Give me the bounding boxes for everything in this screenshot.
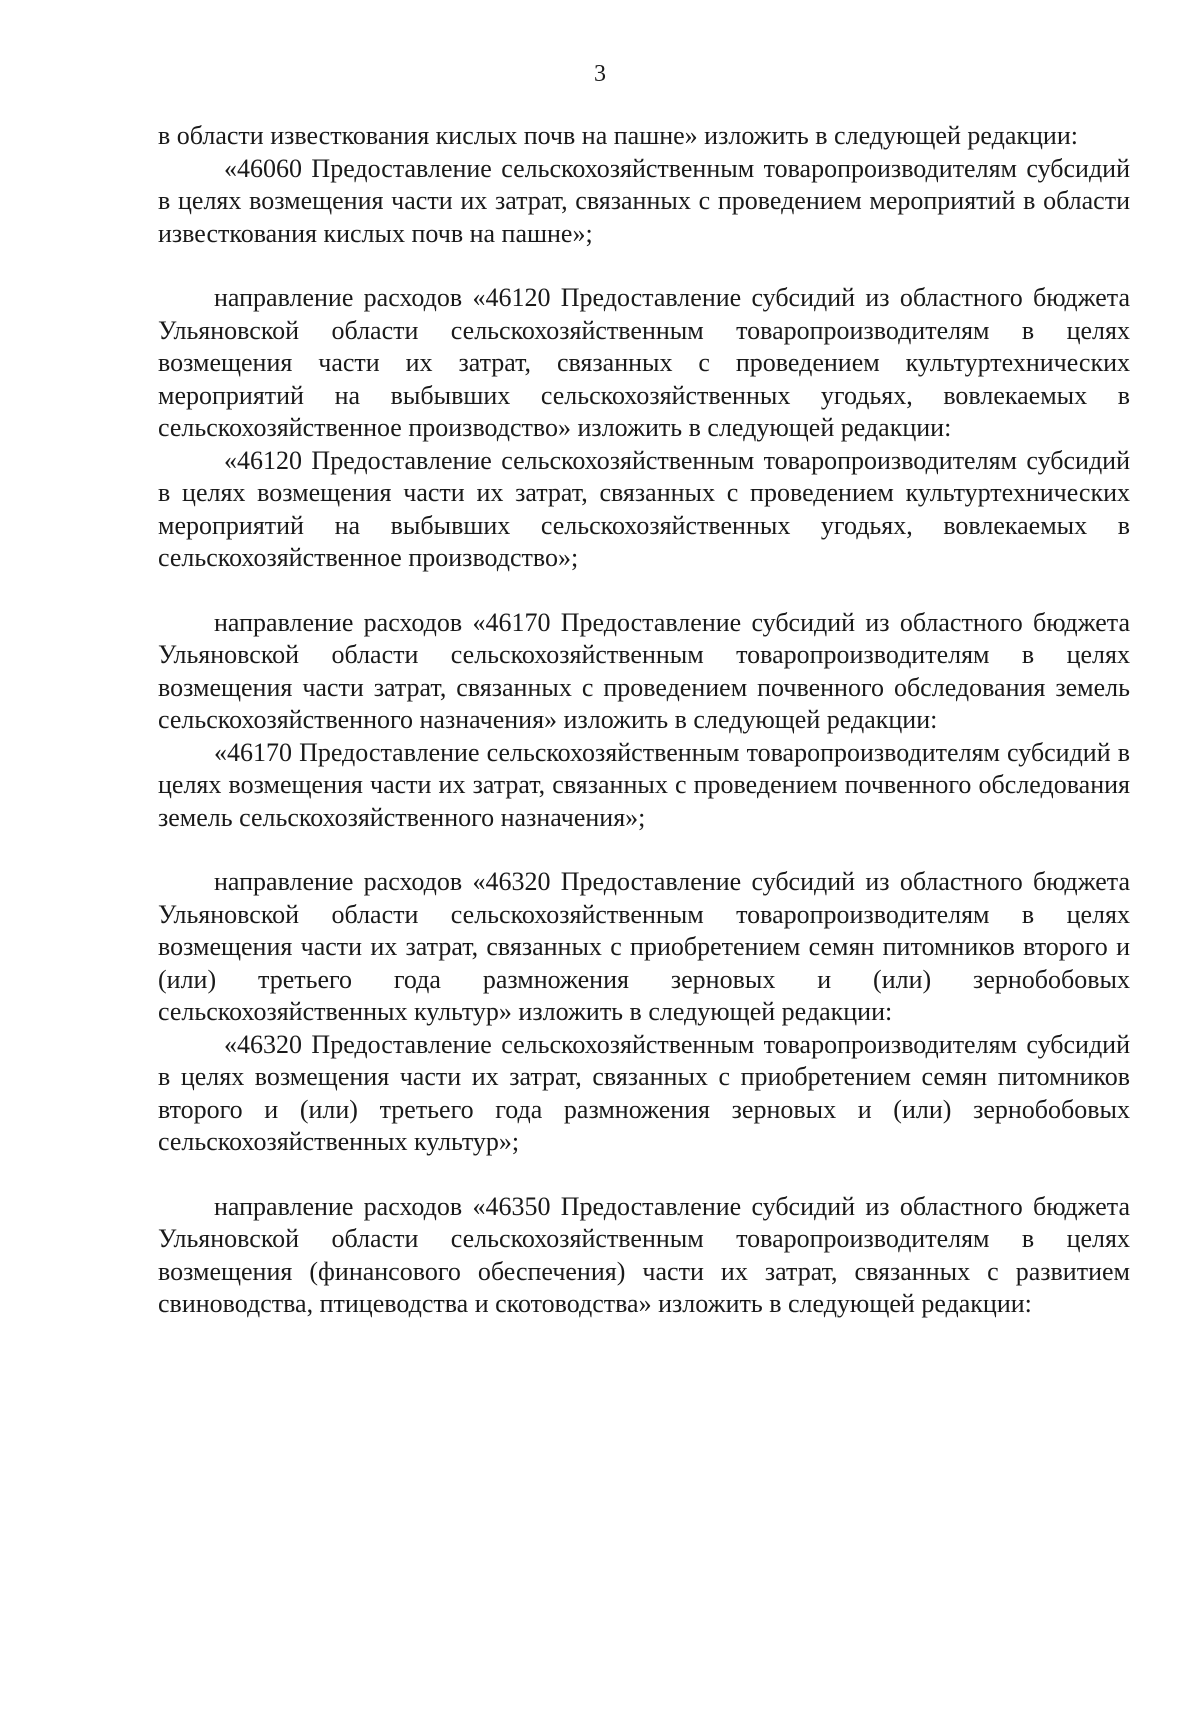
paragraph-gap [158, 834, 1130, 866]
paragraph-quote-46170: «46170 Предоставление сельскохозяйственным товаропроизводителям субсидий в целях возмещения части их затрат, связанных с проведением почвенного обследования земель сельскохозяйственного назначения»; [158, 737, 1130, 832]
paragraph-quote-46060: «46060 Предоставление сельскохозяйственным товаропроизводителям субсидий в целях возмещения части их затрат, связанных с проведением мероприятий в области известкования кислых почв на пашне»; [158, 153, 1130, 248]
page-number: 3 [594, 61, 606, 87]
document-body [158, 120, 1130, 1321]
paragraph-gap [158, 575, 1130, 607]
paragraph-continuation: в области известкования кислых почв на пашне» изложить в следующей редакции: [158, 121, 1078, 150]
paragraph-gap [158, 250, 1130, 282]
paragraph-direction-46350: направление расходов «46350 Предоставление субсидий из областного бюджета Ульяновской области сельскохозяйственным товаропроизводителям в целях возмещения (финансового обеспечения) части их затрат, связанных с развитием свиноводства, птицеводства и скотоводства» изложить в следующей редакции: [158, 1191, 1130, 1318]
paragraph-direction-46170: направление расходов «46170 Предоставление субсидий из областного бюджета Ульяновской области сельскохозяйственным товаропроизводителям в целях возмещения части затрат, связанных с проведением почвенного обследования земель сельскохозяйственного назначения» изложить в следующей редакции: [158, 607, 1130, 734]
paragraph-quote-46320: «46320 Предоставление сельскохозяйственным товаропроизводителям субсидий в целях возмещения части их затрат, связанных с приобретением семян питомников второго и (или) третьего года размножения зерновых и (или) зернобобовых сельскохозяйственных культур»; [158, 1029, 1130, 1156]
paragraph-quote-46120: «46120 Предоставление сельскохозяйственным товаропроизводителям субсидий в целях возмещения части их затрат, связанных с проведением культуртехнических мероприятий на выбывших сельскохозяйственных угодьях, вовлекаемых в сельскохозяйственное производство»; [158, 445, 1130, 572]
paragraph-direction-46320: направление расходов «46320 Предоставление субсидий из областного бюджета Ульяновской области сельскохозяйственным товаропроизводителям в целях возмещения части их затрат, связанных с приобретением семян питомников второго и (или) третьего года размножения зерновых и (или) зернобобовых сельскохозяйственных культур» изложить в следующей редакции: [158, 867, 1130, 1026]
paragraph-gap [158, 1159, 1130, 1191]
paragraph-direction-46120: направление расходов «46120 Предоставление субсидий из областного бюджета Ульяновской области сельскохозяйственным товаропроизводителям в целях возмещения части их затрат, связанных с проведением культуртехнических мероприятий на выбывших сельскохозяйственных угодьях, вовлекаемых в сельскохозяйственное производство» изложить в следующей редакции: [158, 283, 1130, 442]
